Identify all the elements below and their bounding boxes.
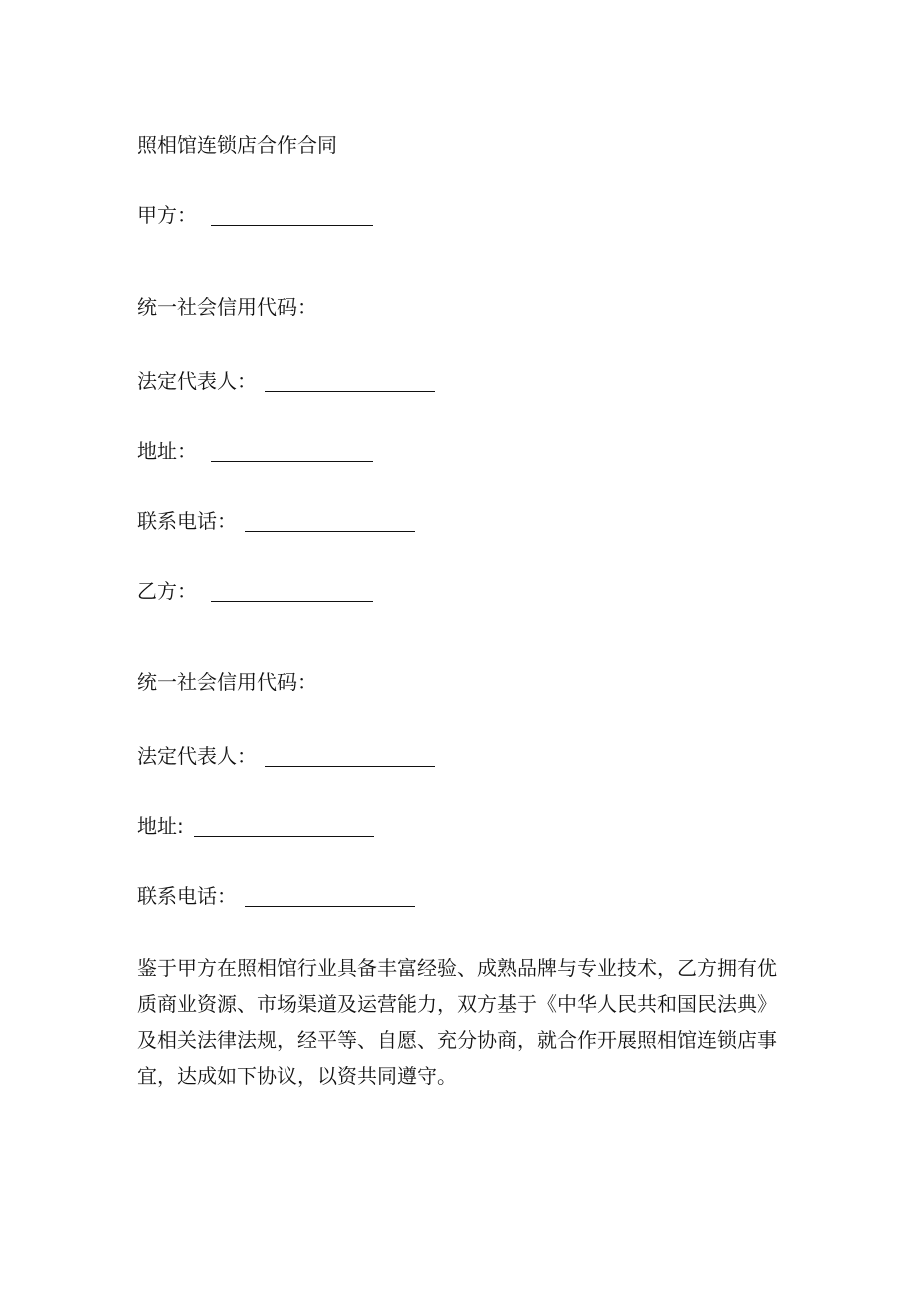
party-a-line xyxy=(137,203,373,227)
document-title: 照相馆连锁店合作合同 xyxy=(137,133,337,157)
party-b-blank xyxy=(211,581,373,602)
party-a-address-line xyxy=(137,439,373,463)
party-b-address-label: 地址: xyxy=(137,814,184,838)
party-a-legal-rep-label: 法定代表人： xyxy=(137,369,257,393)
party-b-credit-code-label: 统一社会信用代码： xyxy=(137,670,317,694)
party-a-phone-blank xyxy=(245,511,415,532)
party-a-address-label: 地址： xyxy=(137,439,197,463)
party-b-label: 乙方： xyxy=(137,579,197,603)
party-a-legal-rep-blank xyxy=(265,371,435,392)
party-b-phone-label: 联系电话： xyxy=(137,884,237,908)
party-b-legal-rep-label: 法定代表人： xyxy=(137,744,257,768)
party-a-blank xyxy=(211,205,373,226)
party-a-phone-label: 联系电话： xyxy=(137,509,237,533)
party-b-phone-line xyxy=(137,884,415,908)
party-b-phone-blank xyxy=(245,886,415,907)
party-b-address-line xyxy=(137,814,374,838)
party-a-address-blank xyxy=(211,441,373,462)
party-a-phone-line xyxy=(137,509,415,533)
party-b-line xyxy=(137,579,373,603)
party-b-address-blank xyxy=(194,816,374,837)
preamble-line: 及相关法律法规，经平等、自愿、充分协商，就合作开展照相馆连锁店事 xyxy=(137,1028,777,1052)
party-a-label: 甲方： xyxy=(137,203,197,227)
preamble-paragraph xyxy=(137,950,787,1094)
preamble-line: 鉴于甲方在照相馆行业具备丰富经验、成熟品牌与专业技术，乙方拥有优 xyxy=(137,956,777,980)
preamble-line: 宜，达成如下协议，以资共同遵守。 xyxy=(137,1064,457,1088)
party-b-legal-rep-blank xyxy=(265,746,435,767)
party-b-legal-rep-line xyxy=(137,744,435,768)
party-a-legal-rep-line xyxy=(137,369,435,393)
preamble-line: 质商业资源、市场渠道及运营能力，双方基于《中华人民共和国民法典》 xyxy=(137,992,777,1016)
party-a-credit-code-label: 统一社会信用代码： xyxy=(137,295,317,319)
